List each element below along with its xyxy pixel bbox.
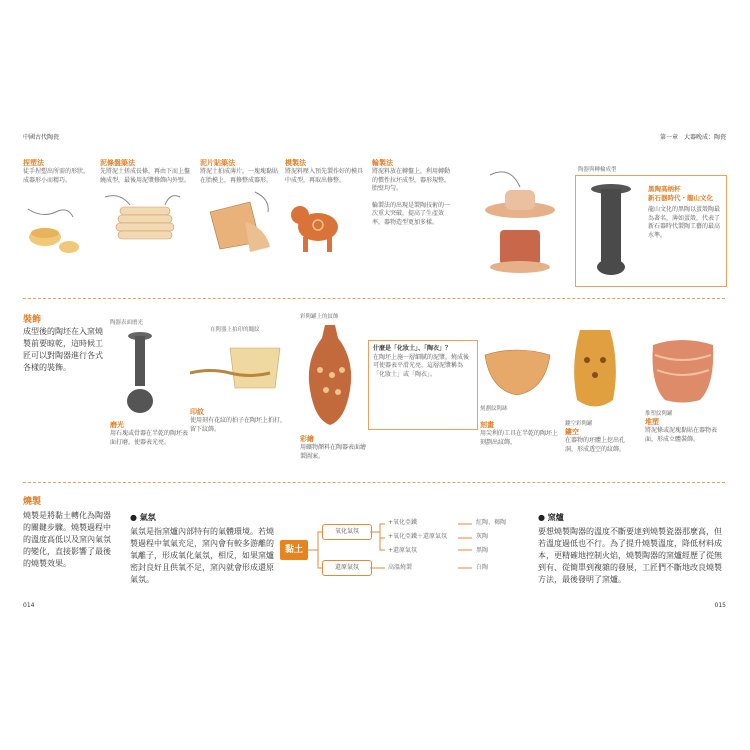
kiln-text: 要想燒製陶器的溫度不斷要達到燒製瓷器那麼高，但若溫度過低也不行。為了提升燒製溫度，降低材料成本，更精確地控制火焰，燒製陶器的窯爐經歷了從無到有、從簡單到複雜的發展，工匠們不斷地改良燒製方法，最後發明了窯爐。 xyxy=(538,527,722,584)
carved-bowl-illustration xyxy=(480,340,555,400)
decor-name: 磨光 xyxy=(110,421,124,429)
openwork-jar-illustration xyxy=(565,325,625,415)
method-title: 捏塑法 xyxy=(23,159,44,167)
path-result: 紅陶、褐陶 xyxy=(476,519,507,526)
path-process: +氧化亞鐵＋還原氣氛 xyxy=(388,533,448,540)
running-header-left: 中國古代陶瓷 xyxy=(23,134,60,141)
question-box xyxy=(368,340,478,430)
decor-text: 在器物的坯體上挖出孔洞，形成透空的紋飾。 xyxy=(565,437,626,453)
atmosphere-text: 氣氛是指窯爐內部特有的氣體環境。若燒製過程中氧氣充足，窯內會有較多游離的氧離子，形成氧化氣氛，相反，如果窯爐密封良好且供氧不足，窯內就會形成還原氣氛。 xyxy=(130,527,274,584)
decor-name: 堆塑 xyxy=(645,418,659,426)
divider xyxy=(23,482,725,483)
decor-applique xyxy=(645,335,725,444)
decor-caption: 在陶器上拍印的繩紋 xyxy=(210,327,260,333)
method-title: 泥條盤築法 xyxy=(100,159,135,167)
method-slab xyxy=(200,158,280,261)
slab-illustration xyxy=(200,187,280,257)
method-wheel xyxy=(372,158,452,227)
tube-caption: 陶器與轉輪成型 xyxy=(578,167,617,173)
decor-polish xyxy=(110,318,190,447)
polished-vessel-illustration xyxy=(110,326,170,416)
kiln-title: ● 窯爐 xyxy=(538,513,564,522)
tube-title: 新石器時代・龍山文化 xyxy=(648,194,713,202)
decor-name: 彩繪 xyxy=(300,435,314,443)
path-process: +還原氣氛 xyxy=(388,547,418,554)
decoration-intro: 成型後的陶坯在入窯燒製前要晾乾，這時候工匠可以對陶器進行各式各樣的裝飾。 xyxy=(23,327,103,372)
decor-stamp xyxy=(190,325,290,434)
question-text: 在陶坯上施一層細膩的泥漿，燒成後可使器表平滑光亮，這層泥漿稱為「化妝土」或「陶衣」。 xyxy=(373,353,470,378)
divider xyxy=(23,298,725,299)
path-process: +氧化亞鐵 xyxy=(388,519,418,526)
path-result: 灰陶 xyxy=(476,533,489,540)
page-number-right: 015 xyxy=(714,602,726,609)
method-mold xyxy=(285,158,365,266)
pinch-illustration xyxy=(23,189,83,259)
page-number-left: 014 xyxy=(23,602,35,609)
decoration-section-title: 裝飾 xyxy=(23,315,42,325)
clay-box: 黏土 xyxy=(280,540,308,560)
decor-openwork xyxy=(565,325,635,454)
decor-text: 使用刻有花紋的拍子在陶坯上拍打，留下紋飾。 xyxy=(190,417,287,433)
decor-text: 用石塊或骨器在半乾的陶坯表面打磨，使器表光亮。 xyxy=(110,430,189,446)
method-text: 徒手捏塑出所需的形狀，成器形小而精巧。 xyxy=(23,168,90,184)
method-title: 輪製法 xyxy=(372,159,393,167)
decor-paint xyxy=(300,312,370,461)
painted-jar-illustration xyxy=(300,320,360,430)
method-title: 模製法 xyxy=(285,159,306,167)
decor-caption: 彩陶罐上的紋飾 xyxy=(300,314,339,320)
decor-carve xyxy=(480,340,560,447)
method-title: 泥片貼築法 xyxy=(200,159,235,167)
firing-section-title: 燒製 xyxy=(23,497,42,507)
decor-text: 用尖利的工具在半乾的陶坯上刻劃出紋飾。 xyxy=(480,430,559,446)
question-title: 什麼是「化妝土」、「陶衣」？ xyxy=(373,345,452,352)
stamped-vessel-illustration xyxy=(190,333,290,403)
bottom-process: 高溫燒製 xyxy=(388,564,413,571)
atmosphere-title: ● 氣氛 xyxy=(130,513,156,522)
decor-caption: 刻劃紋陶缽 xyxy=(480,406,508,412)
decor-text: 將泥條或泥塊黏貼在器物表面，形成立體裝飾。 xyxy=(645,427,718,443)
path-result: 黑陶 xyxy=(476,547,489,554)
method-text: 將泥土拍成薄片，一塊塊黏貼在胎模上，再修整成器形。 xyxy=(200,168,279,184)
tube-text: 龍山文化的黑陶以蛋殼陶最為著名，薄如蛋殼，代表了新石器時代製陶工藝的最高水準。 xyxy=(648,206,721,239)
method-text: 先將泥土搓成長條，再由下而上盤繞成型，最後用泥漿修飾內外壁。 xyxy=(100,168,191,184)
tube-box xyxy=(575,175,727,287)
method-pinch xyxy=(23,158,93,263)
decor-name: 鏤空 xyxy=(565,428,579,436)
pig-vessel-illustration xyxy=(285,187,355,262)
method-text: 將泥料放在轉盤上，利用轉動的慣性拉坯成型，器形規整，胎壁均勻。 xyxy=(372,168,451,192)
tube-vessel-illustration xyxy=(586,181,636,281)
decor-name: 印紋 xyxy=(190,408,204,416)
running-header-right: 第一章 大器晚成：陶瓷 xyxy=(659,134,726,141)
firing-intro: 燒製是將黏土轉化為陶器的關鍵步驟。燒製過程中的溫度高低以及窯內氣氛的變化，直接影響了最後的燒製效果。 xyxy=(23,511,111,568)
decor-text: 用礦物顏料在陶器表面繪製圖案。 xyxy=(300,444,367,460)
tube-sub: 黑陶高柄杯 xyxy=(648,185,681,193)
applique-jar-illustration xyxy=(645,335,720,405)
wheel-extra-text: 輪製法的出現是製陶技術的一次重大突破，提高了生產效率，器物造型更加多樣。 xyxy=(372,201,451,226)
decor-caption: 堆塑紋陶罐 xyxy=(645,411,673,417)
decor-caption: 鏤空彩陶罐 xyxy=(565,421,593,427)
coil-illustration xyxy=(100,187,190,252)
bottom-result: 白陶 xyxy=(476,564,489,571)
decor-name: 刻畫 xyxy=(480,421,494,429)
wheel-illustration xyxy=(470,165,570,285)
decor-caption: 陶器表面磨光 xyxy=(110,320,144,326)
reduction-box: 還原氣氛 xyxy=(322,560,372,576)
method-coil xyxy=(100,158,190,256)
method-text: 將泥料壓入預先製作好的模具中成型，再取出修整。 xyxy=(285,168,364,184)
oxidation-box: 氧化氣氛 xyxy=(322,524,372,540)
